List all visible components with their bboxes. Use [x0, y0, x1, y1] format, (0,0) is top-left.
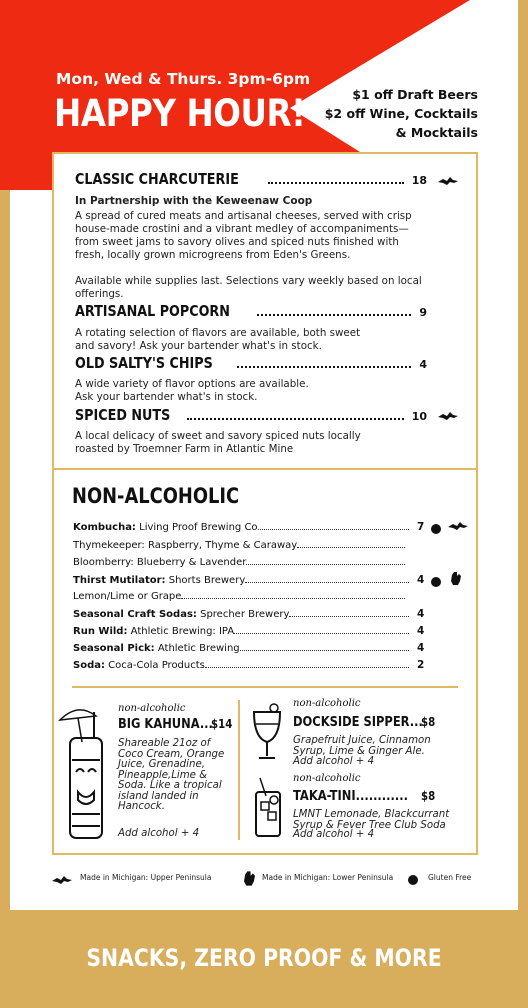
takatini-addon: Add alcohol + 4 [293, 829, 375, 840]
legend-lower: Made in Michigan: Lower Peninsula [262, 873, 394, 882]
drink-text: Coca-Cola Products [108, 660, 205, 671]
menu-item-nuts [75, 406, 427, 424]
upper-peninsula-icon [438, 176, 458, 188]
non-alcoholic-title: NON-ALCOHOLIC [72, 484, 240, 508]
takatini-name: TAKA-TINI............ [293, 788, 408, 804]
drink-text: Lemon/Lime or Grape [73, 591, 182, 602]
drink-row [73, 659, 427, 671]
drink-label: Run Wild: [73, 626, 128, 637]
upper-peninsula-icon [438, 411, 458, 423]
kahuna-description: Shareable 21oz of Coco Cream, Orange Juice, Grenadine, Pineapple,Lime & Soda. Like a tropical island landed in Hancock. [118, 738, 225, 812]
kahuna-tag: non-alcoholic [118, 703, 186, 714]
drink-label: Seasonal Craft Sodas: [73, 609, 197, 620]
drink-row [73, 557, 409, 568]
charcuterie-note: Available while supplies last. Selections vary weekly based on local offerings. [75, 275, 422, 300]
leader-dots [181, 598, 405, 599]
leader-dots [205, 667, 409, 668]
popcorn-description: A rotating selection of flavors are available, both sweet and savory! Ask your bartender what's in stock. [75, 327, 361, 352]
leader-dots [289, 616, 409, 617]
dockside-description: Grapefruit Juice, Cinnamon Syrup, Lime & Ginger Ale. [293, 735, 431, 757]
leader-dots [297, 547, 405, 548]
highball-glass-icon [252, 776, 284, 838]
item-price: 10 [411, 410, 427, 423]
kahuna-name: BIG KAHUNA... [118, 716, 213, 732]
drink-label: Soda: [73, 660, 105, 671]
drink-text: Shorts Brewery [168, 575, 246, 586]
deal-mocktails: & Mocktails [395, 125, 478, 140]
takatini-price: $8 [421, 789, 436, 803]
lower-peninsula-icon [451, 572, 461, 585]
upper-peninsula-icon [52, 875, 72, 887]
drink-price: 4 [417, 574, 425, 586]
charcuterie-partner: In Partnership with the Keweenaw Coop [75, 195, 313, 207]
item-name: CLASSIC CHARCUTERIE [75, 170, 239, 188]
drink-row [73, 574, 427, 586]
drink-price: 4 [417, 625, 425, 637]
legend-upper: Made in Michigan: Upper Peninsula [80, 873, 212, 882]
drink-text: Sprecher Brewery [200, 609, 290, 620]
cocktail-glass-icon [250, 702, 284, 762]
kahuna-price: $14 [211, 717, 233, 731]
leader-dots [257, 314, 411, 316]
drink-price: 7 [417, 521, 425, 533]
legend-gf: Gluten Free [428, 873, 472, 882]
menu-item-popcorn [75, 302, 427, 320]
drink-price: 4 [417, 608, 425, 620]
item-price: 4 [419, 358, 427, 371]
takatini-tag: non-alcoholic [293, 773, 361, 784]
charcuterie-description: A spread of cured meats and artisanal cheeses, served with crisp house-made crostini and a vibrant medley of accompaniments—from sweet jams to savory olives and spiced nuts finished with fresh, locally grown microgreens from Eden's Greens. [75, 210, 412, 261]
dockside-addon: Add alcohol + 4 [293, 756, 375, 767]
drink-row [73, 540, 409, 551]
item-name: SPICED NUTS [75, 406, 171, 424]
chips-description: A wide variety of flavor options are available. Ask your bartender what's in stock. [75, 378, 309, 403]
drink-text: Bloomberry: Blueberry & Lavender [73, 557, 247, 568]
upper-peninsula-icon [448, 521, 468, 533]
section-divider [54, 468, 476, 470]
drink-label: Kombucha: [73, 522, 136, 533]
footer-title: SNACKS, ZERO PROOF & MORE [86, 944, 442, 972]
drink-row [73, 642, 427, 654]
item-name: OLD SALTY'S CHIPS [75, 354, 213, 372]
item-price: 18 [411, 174, 427, 187]
cocktail-column-rule [238, 700, 240, 840]
dockside-tag: non-alcoholic [293, 698, 361, 709]
menu-item-charcuterie [75, 170, 427, 188]
item-name: ARTISANAL POPCORN [75, 302, 230, 320]
drink-row [73, 521, 427, 533]
gluten-free-icon [431, 577, 441, 587]
leader-dots [246, 564, 405, 565]
tiki-mug-icon [58, 702, 114, 842]
kahuna-addon: Add alcohol + 4 [118, 828, 200, 839]
dockside-price: $8 [421, 715, 436, 729]
item-price: 9 [419, 306, 427, 319]
drink-label: Seasonal Pick: [73, 643, 155, 654]
nuts-description: A local delicacy of sweet and savory spiced nuts locally roasted by Troemner Farm in Atlantic Mine [75, 430, 361, 455]
gluten-free-icon [408, 875, 418, 885]
drink-price: 4 [417, 642, 425, 654]
drink-text: Athletic Brewing: IPA [130, 626, 235, 637]
cocktail-divider [72, 686, 458, 688]
leader-dots [245, 582, 409, 583]
happy-hour-deals [325, 85, 478, 142]
drink-text: Living Proof Brewing Co [139, 522, 258, 533]
deal-wine: $2 off Wine, Cocktails [324, 106, 478, 121]
takatini-description: LMNT Lemonade, Blackcurrant Syrup & Fever Tree Club Soda [293, 809, 450, 831]
leader-dots [234, 633, 409, 634]
dockside-name: DOCKSIDE SIPPER... [293, 714, 423, 730]
drink-row [73, 608, 427, 620]
happy-hour-days: Mon, Wed & Thurs. 3pm-6pm [56, 70, 311, 88]
leader-dots [258, 529, 409, 530]
leader-dots [268, 182, 404, 184]
deal-draft: $1 off Draft Beers [352, 87, 478, 102]
leader-dots [237, 366, 411, 368]
drink-row [73, 625, 427, 637]
menu-item-chips [75, 354, 427, 372]
drink-label: Thirst Mutilator: [73, 575, 166, 586]
drink-row [73, 591, 409, 602]
drink-price: 2 [417, 659, 425, 671]
happy-hour-title: HAPPY HOUR! [54, 92, 306, 135]
gluten-free-icon [431, 524, 441, 534]
leader-dots [240, 650, 409, 651]
lower-peninsula-icon [244, 871, 255, 886]
drink-text: Athletic Brewing [157, 643, 240, 654]
leader-dots [187, 418, 404, 420]
drink-text: Thymekeeper: Raspberry, Thyme & Caraway [73, 540, 298, 551]
